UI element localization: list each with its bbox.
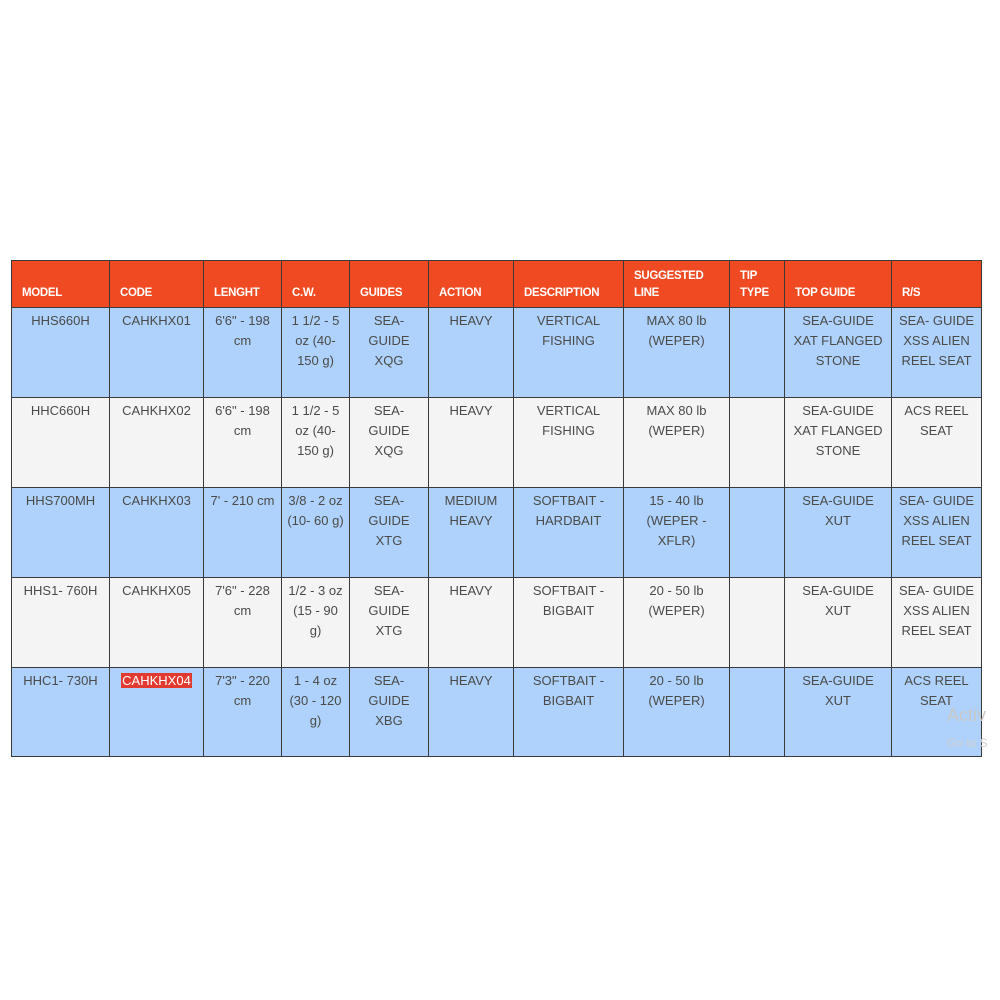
table-row bbox=[12, 308, 982, 398]
table-row bbox=[12, 578, 982, 668]
cell-length: 7' - 210 cm bbox=[204, 488, 282, 578]
cell-cw: 1/2 - 3 oz (15 - 90 g) bbox=[282, 578, 350, 668]
cell-length: 6'6" - 198 cm bbox=[204, 398, 282, 488]
cell-tip-type bbox=[730, 488, 785, 578]
cell-suggested-line: 15 - 40 lb (WEPER - XFLR) bbox=[624, 488, 730, 578]
cell-guides: SEA- GUIDE XBG bbox=[350, 668, 429, 757]
table-header-row bbox=[12, 261, 982, 308]
cell-cw: 1 - 4 oz (30 - 120 g) bbox=[282, 668, 350, 757]
cell-length: 6'6" - 198 cm bbox=[204, 308, 282, 398]
header-action: ACTION bbox=[429, 261, 514, 308]
cell-tip-type bbox=[730, 308, 785, 398]
table-row bbox=[12, 398, 982, 488]
cell-rs: ACS REEL SEAT bbox=[892, 398, 982, 488]
cell-tip-type bbox=[730, 398, 785, 488]
cell-description: VERTICAL FISHING bbox=[514, 398, 624, 488]
cell-action: MEDIUM HEAVY bbox=[429, 488, 514, 578]
cell-suggested-line: MAX 80 lb (WEPER) bbox=[624, 398, 730, 488]
cell-rs: ACS REEL SEAT bbox=[892, 668, 982, 757]
cell-rs: SEA- GUIDE XSS ALIEN REEL SEAT bbox=[892, 488, 982, 578]
cell-cw: 1 1/2 - 5 oz (40- 150 g) bbox=[282, 308, 350, 398]
cell-description: SOFTBAIT - BIGBAIT bbox=[514, 578, 624, 668]
header-tip-type: TIP TYPE bbox=[730, 261, 785, 308]
cell-cw: 3/8 - 2 oz (10- 60 g) bbox=[282, 488, 350, 578]
cell-guides: SEA- GUIDE XTG bbox=[350, 578, 429, 668]
table-row bbox=[12, 668, 982, 757]
cell-cw: 1 1/2 - 5 oz (40- 150 g) bbox=[282, 398, 350, 488]
cell-top-guide: SEA-GUIDE XUT bbox=[785, 578, 892, 668]
cell-code: CAHKHX01 bbox=[110, 308, 204, 398]
cell-top-guide: SEA-GUIDE XAT FLANGED STONE bbox=[785, 308, 892, 398]
cell-action: HEAVY bbox=[429, 398, 514, 488]
cell-description: SOFTBAIT - BIGBAIT bbox=[514, 668, 624, 757]
cell-top-guide: SEA-GUIDE XUT bbox=[785, 488, 892, 578]
header-length: LENGHT bbox=[204, 261, 282, 308]
cell-model: HHS700MH bbox=[12, 488, 110, 578]
cell-code bbox=[110, 668, 204, 757]
cell-code: CAHKHX03 bbox=[110, 488, 204, 578]
header-top-guide: TOP GUIDE bbox=[785, 261, 892, 308]
cell-action: HEAVY bbox=[429, 308, 514, 398]
header-model: MODEL bbox=[12, 261, 110, 308]
cell-description: VERTICAL FISHING bbox=[514, 308, 624, 398]
header-code: CODE bbox=[110, 261, 204, 308]
cell-action: HEAVY bbox=[429, 578, 514, 668]
activation-watermark-sub: Go to S bbox=[947, 736, 988, 750]
header-suggested-line: SUGGESTED LINE bbox=[624, 261, 730, 308]
cell-top-guide: SEA-GUIDE XAT FLANGED STONE bbox=[785, 398, 892, 488]
table-row bbox=[12, 488, 982, 578]
header-rs: R/S bbox=[892, 261, 982, 308]
cell-model: HHS1- 760H bbox=[12, 578, 110, 668]
cell-code: CAHKHX05 bbox=[110, 578, 204, 668]
cell-guides: SEA- GUIDE XQG bbox=[350, 398, 429, 488]
cell-rs: SEA- GUIDE XSS ALIEN REEL SEAT bbox=[892, 578, 982, 668]
header-cw: C.W. bbox=[282, 261, 350, 308]
cell-guides: SEA- GUIDE XTG bbox=[350, 488, 429, 578]
rod-spec-table bbox=[11, 260, 982, 757]
header-guides: GUIDES bbox=[350, 261, 429, 308]
activation-watermark: Activ bbox=[947, 705, 987, 725]
header-description: DESCRIPTION bbox=[514, 261, 624, 308]
selected-text-highlight[interactable]: CAHKHX04 bbox=[122, 673, 191, 688]
cell-model: HHS660H bbox=[12, 308, 110, 398]
cell-top-guide: SEA-GUIDE XUT bbox=[785, 668, 892, 757]
cell-model: HHC1- 730H bbox=[12, 668, 110, 757]
cell-guides: SEA- GUIDE XQG bbox=[350, 308, 429, 398]
cell-model: HHC660H bbox=[12, 398, 110, 488]
cell-rs: SEA- GUIDE XSS ALIEN REEL SEAT bbox=[892, 308, 982, 398]
cell-length: 7'6" - 228 cm bbox=[204, 578, 282, 668]
cell-action: HEAVY bbox=[429, 668, 514, 757]
cell-tip-type bbox=[730, 578, 785, 668]
cell-description: SOFTBAIT - HARDBAIT bbox=[514, 488, 624, 578]
cell-length: 7'3" - 220 cm bbox=[204, 668, 282, 757]
cell-suggested-line: 20 - 50 lb (WEPER) bbox=[624, 578, 730, 668]
cell-suggested-line: MAX 80 lb (WEPER) bbox=[624, 308, 730, 398]
cell-tip-type bbox=[730, 668, 785, 757]
cell-suggested-line: 20 - 50 lb (WEPER) bbox=[624, 668, 730, 757]
cell-code: CAHKHX02 bbox=[110, 398, 204, 488]
